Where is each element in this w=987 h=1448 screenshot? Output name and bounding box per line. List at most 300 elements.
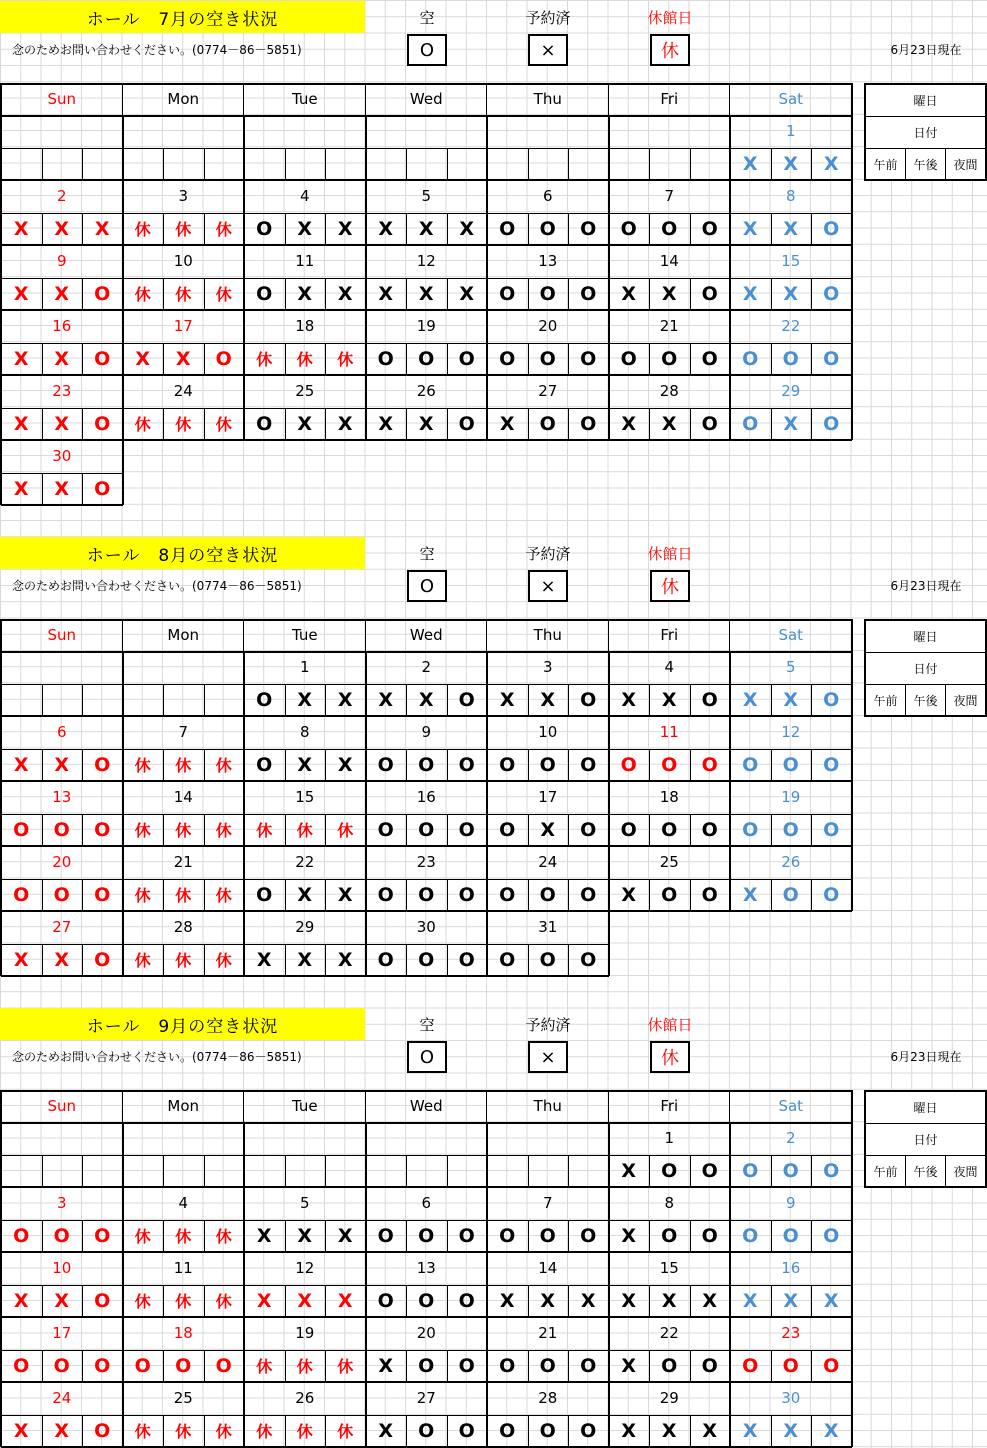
table-border (163, 749, 164, 782)
table-border (243, 911, 245, 976)
table-border (285, 1415, 286, 1448)
table-border (486, 716, 488, 781)
table-border (771, 684, 772, 717)
table-border (122, 651, 124, 716)
table-border (325, 814, 326, 847)
table-border (729, 651, 731, 716)
table-border (325, 1155, 326, 1188)
table-border (568, 1155, 569, 1188)
table-border (163, 684, 164, 717)
closed-mark: 休 (256, 350, 273, 370)
booked-mark: X (742, 152, 758, 175)
panel-period-0: 午前 (866, 685, 906, 715)
booked-mark: X (621, 1289, 637, 1312)
date-cell: 17 (173, 317, 193, 336)
table-border (204, 213, 205, 246)
table-border (406, 814, 407, 847)
booked-mark: X (54, 948, 70, 971)
table-border (285, 1285, 286, 1318)
table-border (851, 245, 853, 310)
available-mark: O (499, 347, 516, 370)
date-cell: 10 (538, 723, 558, 742)
table-border (365, 245, 367, 310)
table-border (0, 1382, 2, 1447)
booked-mark: X (13, 282, 29, 305)
date-cell (123, 1122, 245, 1155)
booked-mark: X (54, 1289, 70, 1312)
table-border (528, 879, 529, 912)
table-border (811, 1155, 812, 1188)
available-mark: O (458, 1354, 475, 1377)
table-border (204, 879, 205, 912)
date-cell: 17 (52, 1324, 72, 1343)
date-cell: 24 (52, 1389, 72, 1408)
table-border (285, 1220, 286, 1253)
available-mark: O (742, 753, 759, 776)
table-border (447, 278, 448, 311)
date-cell: 12 (416, 252, 436, 271)
date-cell: 3 (56, 1194, 67, 1213)
date-cell: 10 (173, 252, 193, 271)
booked-mark: X (580, 1289, 596, 1312)
table-border (528, 684, 529, 717)
table-border (486, 1090, 487, 1122)
table-border (568, 213, 569, 246)
weekday-fri: Fri (660, 626, 679, 644)
booked-mark: X (337, 412, 353, 435)
booked-mark: X (297, 412, 313, 435)
available-mark: O (580, 412, 597, 435)
table-border (1, 1415, 852, 1416)
table-border (851, 1252, 853, 1317)
empty-slot (406, 148, 447, 181)
table-border (163, 408, 164, 441)
table-border (811, 1285, 812, 1318)
date-cell: 11 (295, 252, 315, 271)
table-border (528, 1220, 529, 1253)
legend-available-label: 空 (419, 9, 435, 27)
closed-mark: 休 (337, 350, 354, 370)
table-border (243, 846, 245, 911)
available-mark: O (499, 1354, 516, 1377)
table-border (486, 651, 488, 716)
table-border (811, 1350, 812, 1383)
available-mark: O (94, 412, 111, 435)
date-cell (1, 115, 123, 148)
date-cell (366, 1122, 488, 1155)
booked-mark: X (742, 1419, 758, 1442)
table-border (163, 1155, 164, 1188)
table-border (163, 1285, 164, 1318)
available-mark: O (782, 1354, 799, 1377)
table-border (122, 1122, 124, 1187)
table-border (486, 1317, 488, 1382)
available-mark: O (580, 1224, 597, 1247)
closed-mark: 休 (215, 415, 232, 435)
table-border (568, 148, 569, 181)
closed-mark: 休 (134, 415, 151, 435)
date-cell: 23 (781, 1324, 801, 1343)
available-mark: O (418, 1419, 435, 1442)
date-cell (1, 1122, 123, 1155)
empty-slot (609, 148, 650, 181)
closed-mark: 休 (134, 821, 151, 841)
booked-mark: X (378, 688, 394, 711)
available-mark: O (701, 1224, 718, 1247)
table-border (365, 651, 367, 716)
table-border (811, 343, 812, 376)
date-cell: 8 (785, 187, 796, 206)
available-mark: O (53, 818, 70, 841)
empty-slot (204, 684, 245, 717)
date-cell: 13 (416, 1259, 436, 1278)
date-cell: 19 (781, 788, 801, 807)
available-mark: O (499, 217, 516, 240)
date-cell: 20 (416, 1324, 436, 1343)
date-cell: 22 (659, 1324, 679, 1343)
legend-closed-label: 休館日 (647, 1016, 693, 1034)
table-border (729, 180, 731, 245)
booked-mark: X (459, 282, 475, 305)
available-mark: O (580, 1354, 597, 1377)
date-cell: 21 (538, 1324, 558, 1343)
booked-mark: X (621, 688, 637, 711)
empty-slot (42, 684, 83, 717)
available-mark: O (377, 1224, 394, 1247)
available-mark: O (458, 1224, 475, 1247)
table-border (771, 1285, 772, 1318)
table-border (42, 944, 43, 977)
booked-mark: X (54, 217, 70, 240)
available-mark: O (499, 1224, 516, 1247)
table-border (486, 1252, 488, 1317)
booked-mark: X (783, 152, 799, 175)
table-border (365, 781, 367, 846)
table-border (729, 1382, 731, 1447)
date-cell: 21 (173, 853, 193, 872)
date-cell: 7 (664, 187, 675, 206)
table-border (243, 781, 245, 846)
table-border (447, 944, 448, 977)
table-border (365, 846, 367, 911)
empty-slot (42, 1155, 83, 1188)
table-border (122, 911, 124, 976)
table-border (1, 749, 852, 750)
date-cell: 7 (178, 723, 189, 742)
table-border (608, 245, 610, 310)
table-border (851, 310, 853, 375)
available-mark: O (458, 883, 475, 906)
available-mark: O (580, 688, 597, 711)
table-border (406, 749, 407, 782)
table-border (163, 944, 164, 977)
available-mark: O (256, 412, 273, 435)
table-border (811, 408, 812, 441)
table-border (729, 1252, 731, 1317)
table-border (0, 180, 2, 245)
table-border (406, 1415, 407, 1448)
table-border (1, 1220, 852, 1221)
date-cell: 1 (299, 658, 310, 677)
available-mark: O (701, 818, 718, 841)
date-cell: 4 (178, 1194, 189, 1213)
booked-mark: X (459, 217, 475, 240)
table-border (82, 278, 83, 311)
table-border (486, 846, 488, 911)
booked-mark: X (621, 1224, 637, 1247)
closed-mark: 休 (296, 1357, 313, 1377)
date-cell: 1 (664, 1129, 675, 1148)
booked-mark: X (54, 477, 70, 500)
table-border (568, 684, 569, 717)
available-mark: O (539, 753, 556, 776)
table-border (204, 1220, 205, 1253)
booked-mark: X (621, 412, 637, 435)
available-mark: O (499, 883, 516, 906)
date-cell: 9 (421, 723, 432, 742)
available-mark: O (661, 217, 678, 240)
table-border (406, 684, 407, 717)
table-border (486, 619, 487, 651)
date-cell (244, 1122, 366, 1155)
as-of-date: 6月23日現在 (890, 579, 962, 593)
table-border (811, 278, 812, 311)
table-border (1, 975, 609, 977)
table-border (285, 814, 286, 847)
available-mark: O (823, 1224, 840, 1247)
available-mark: O (215, 347, 232, 370)
table-border (42, 408, 43, 441)
table-border (528, 278, 529, 311)
table-border (243, 83, 244, 115)
table-border (0, 440, 2, 505)
table-border (771, 148, 772, 181)
table-border (608, 310, 610, 375)
legend-available-label: 空 (419, 545, 435, 563)
empty-slot (649, 148, 690, 181)
date-cell: 10 (52, 1259, 72, 1278)
table-border (406, 408, 407, 441)
available-mark: O (580, 347, 597, 370)
booked-mark: X (823, 1289, 839, 1312)
table-border (649, 278, 650, 311)
table-border (42, 213, 43, 246)
table-border (729, 846, 731, 911)
table-border (325, 213, 326, 246)
booked-mark: X (13, 753, 29, 776)
panel-weekday-label: 曜日 (866, 621, 985, 653)
table-border (811, 749, 812, 782)
closed-mark: 休 (175, 1227, 192, 1247)
table-border (528, 749, 529, 782)
table-border (649, 148, 650, 181)
date-cell: 2 (421, 658, 432, 677)
table-border (163, 148, 164, 181)
table-border (82, 814, 83, 847)
table-border (0, 310, 2, 375)
available-mark: O (823, 1159, 840, 1182)
closed-mark: 休 (215, 951, 232, 971)
booked-mark: X (378, 217, 394, 240)
booked-mark: X (661, 1289, 677, 1312)
table-border (771, 213, 772, 246)
date-cell: 24 (538, 853, 558, 872)
booked-mark: X (783, 282, 799, 305)
closed-mark: 休 (175, 951, 192, 971)
table-border (122, 375, 124, 440)
date-cell: 22 (781, 317, 801, 336)
booked-mark: X (418, 412, 434, 435)
booked-mark: X (742, 883, 758, 906)
table-border (568, 343, 569, 376)
table-border (851, 375, 853, 440)
date-cell (609, 115, 731, 148)
table-border (447, 684, 448, 717)
legend-available-symbol: O (407, 570, 447, 602)
date-cell: 25 (295, 382, 315, 401)
booked-mark: X (823, 1419, 839, 1442)
table-border (690, 684, 691, 717)
table-border (285, 749, 286, 782)
available-mark: O (782, 347, 799, 370)
available-mark: O (661, 1354, 678, 1377)
date-cell (366, 115, 488, 148)
booked-mark: X (783, 412, 799, 435)
empty-slot (568, 148, 609, 181)
legend-closed-label: 休館日 (647, 545, 693, 563)
table-border (690, 1350, 691, 1383)
booked-mark: X (742, 1289, 758, 1312)
panel-date-label: 日付 (866, 1124, 985, 1156)
date-cell (1, 651, 123, 684)
weekday-fri: Fri (660, 90, 679, 108)
table-border (42, 814, 43, 847)
date-cell: 20 (538, 317, 558, 336)
closed-mark: 休 (134, 1422, 151, 1442)
booked-mark: X (742, 282, 758, 305)
available-mark: O (701, 282, 718, 305)
booked-mark: X (621, 1159, 637, 1182)
table-border (406, 148, 407, 181)
empty-slot (528, 148, 569, 181)
empty-slot (82, 148, 123, 181)
date-cell: 9 (785, 1194, 796, 1213)
table-border (285, 944, 286, 977)
date-cell: 2 (785, 1129, 796, 1148)
date-cell: 14 (173, 788, 193, 807)
available-mark: O (661, 818, 678, 841)
empty-slot (123, 148, 164, 181)
table-border (163, 343, 164, 376)
available-mark: O (256, 883, 273, 906)
available-mark: O (94, 1289, 111, 1312)
available-mark: O (539, 217, 556, 240)
table-border (608, 651, 610, 716)
weekday-sat: Sat (778, 1097, 804, 1115)
available-mark: O (823, 412, 840, 435)
available-mark: O (580, 818, 597, 841)
date-cell: 12 (781, 723, 801, 742)
available-mark: O (782, 818, 799, 841)
table-border (243, 115, 245, 180)
closed-mark: 休 (337, 821, 354, 841)
available-mark: O (823, 883, 840, 906)
table-border (851, 619, 853, 651)
table-border (447, 749, 448, 782)
date-cell: 13 (52, 788, 72, 807)
empty-slot (82, 684, 123, 717)
table-border (406, 1155, 407, 1188)
closed-mark: 休 (215, 1422, 232, 1442)
available-mark: O (499, 1419, 516, 1442)
month-title: ホール 7月の空き状況 (0, 1, 365, 33)
table-border (42, 278, 43, 311)
date-cell: 28 (659, 382, 679, 401)
date-cell: 4 (664, 658, 675, 677)
available-mark: O (458, 1289, 475, 1312)
booked-mark: X (337, 883, 353, 906)
closed-mark: 休 (134, 285, 151, 305)
weekday-sat: Sat (778, 626, 804, 644)
table-border (243, 375, 245, 440)
available-mark: O (94, 1224, 111, 1247)
table-border (285, 1155, 286, 1188)
available-mark: O (499, 753, 516, 776)
table-border (365, 1252, 367, 1317)
table-border (771, 1415, 772, 1448)
available-mark: O (742, 1224, 759, 1247)
table-border (608, 846, 610, 911)
date-cell: 20 (52, 853, 72, 872)
date-cell: 4 (299, 187, 310, 206)
available-mark: O (94, 818, 111, 841)
available-mark: O (823, 282, 840, 305)
table-border (243, 651, 245, 716)
weekday-wed: Wed (409, 1097, 443, 1115)
table-border (163, 213, 164, 246)
closed-mark: 休 (215, 1292, 232, 1312)
weekday-sun: Sun (47, 90, 77, 108)
table-border (1, 1285, 852, 1286)
available-mark: O (580, 217, 597, 240)
booked-mark: X (13, 217, 29, 240)
empty-slot (1, 1155, 42, 1188)
booked-mark: X (175, 347, 191, 370)
available-mark: O (701, 1159, 718, 1182)
table-border (204, 684, 205, 717)
available-mark: O (418, 753, 435, 776)
date-cell: 3 (542, 658, 553, 677)
table-border (1, 1350, 852, 1351)
table-border (528, 343, 529, 376)
period-legend-panel (864, 1090, 987, 1188)
date-cell: 27 (52, 918, 72, 937)
booked-mark: X (621, 282, 637, 305)
empty-slot (1, 148, 42, 181)
table-border (1, 439, 852, 441)
table-border (1, 504, 123, 506)
table-border (365, 716, 367, 781)
available-mark: O (580, 883, 597, 906)
closed-mark: 休 (256, 1422, 273, 1442)
table-border (851, 115, 853, 180)
legend-closed-symbol: 休 (650, 1041, 690, 1073)
available-mark: O (458, 948, 475, 971)
date-cell: 12 (295, 1259, 315, 1278)
table-border (82, 1285, 83, 1318)
table-border (447, 213, 448, 246)
table-border (325, 1285, 326, 1318)
